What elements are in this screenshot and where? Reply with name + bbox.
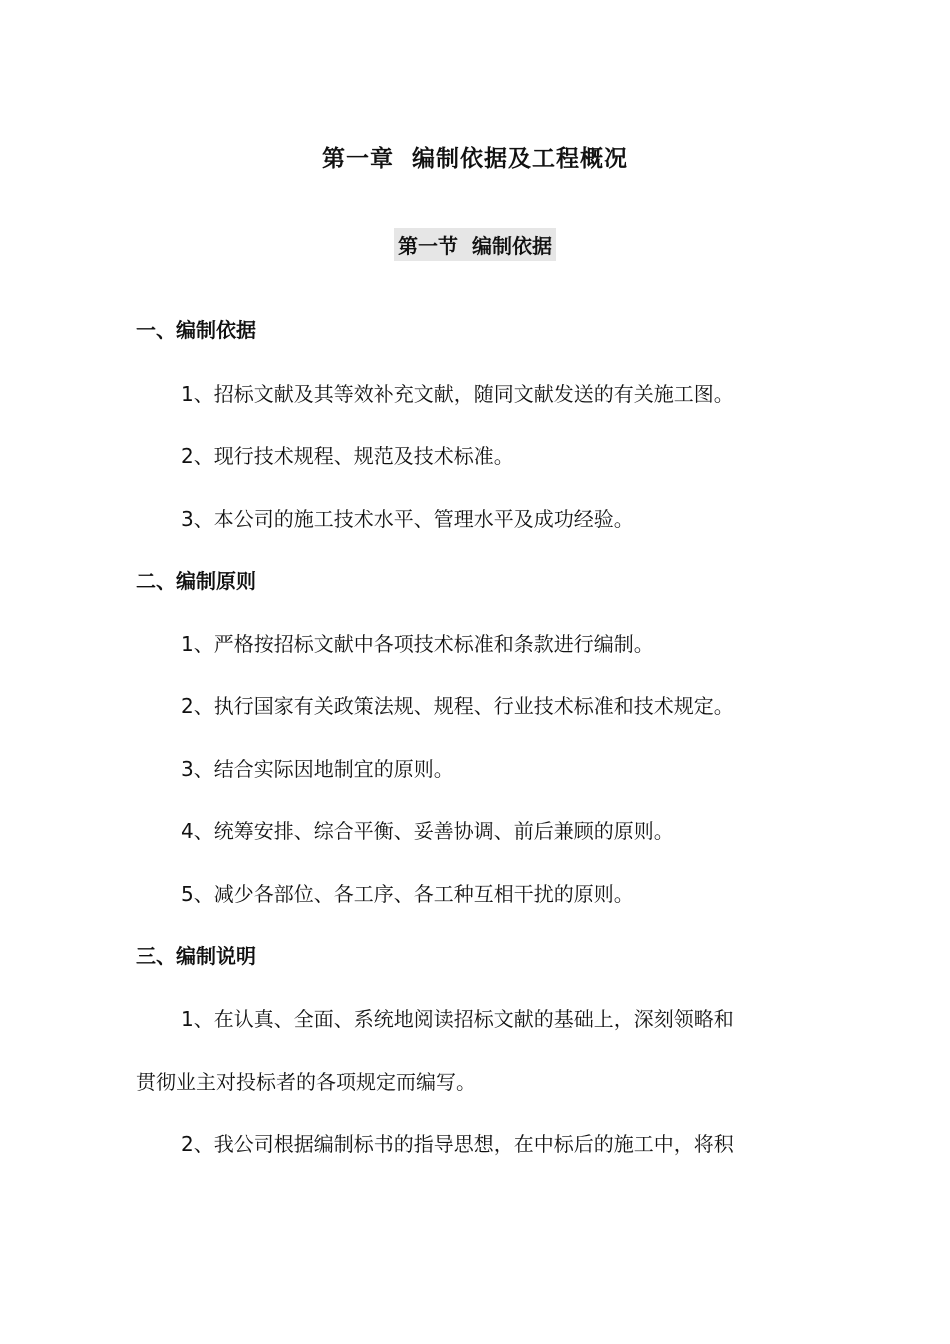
- principle-item-4: 4、统筹安排、综合平衡、妥善协调、前后兼顾的原则。: [181, 819, 674, 843]
- basis-item-1: 1、招标文献及其等效补充文献，随同文献发送的有关施工图。: [181, 382, 734, 406]
- explanation-item-1-continued: 贯彻业主对投标者的各项规定而编写。: [136, 1070, 476, 1094]
- principle-item-3: 3、结合实际因地制宜的原则。: [181, 757, 454, 781]
- basis-item-2: 2、现行技术规程、规范及技术标准。: [181, 444, 514, 468]
- principle-item-2: 2、执行国家有关政策法规、规程、行业技术标准和技术规定。: [181, 694, 734, 718]
- section-title-wrap: [0, 228, 950, 261]
- basis-item-3: 3、本公司的施工技术水平、管理水平及成功经验。: [181, 507, 634, 531]
- section-title: 第一节 编制依据: [394, 228, 556, 261]
- principle-item-1: 1、严格按招标文献中各项技术标准和条款进行编制。: [181, 632, 654, 656]
- heading-basis: 一、编制依据: [136, 318, 256, 342]
- explanation-item-2: 2、我公司根据编制标书的指导思想，在中标后的施工中，将积: [181, 1132, 734, 1156]
- heading-principles: 二、编制原则: [136, 569, 256, 593]
- heading-explanation: 三、编制说明: [136, 944, 256, 968]
- principle-item-5: 5、减少各部位、各工序、各工种互相干扰的原则。: [181, 882, 634, 906]
- chapter-title: 第一章 编制依据及工程概况: [321, 146, 628, 172]
- explanation-item-1: 1、在认真、全面、系统地阅读招标文献的基础上，深刻领略和: [181, 1007, 734, 1031]
